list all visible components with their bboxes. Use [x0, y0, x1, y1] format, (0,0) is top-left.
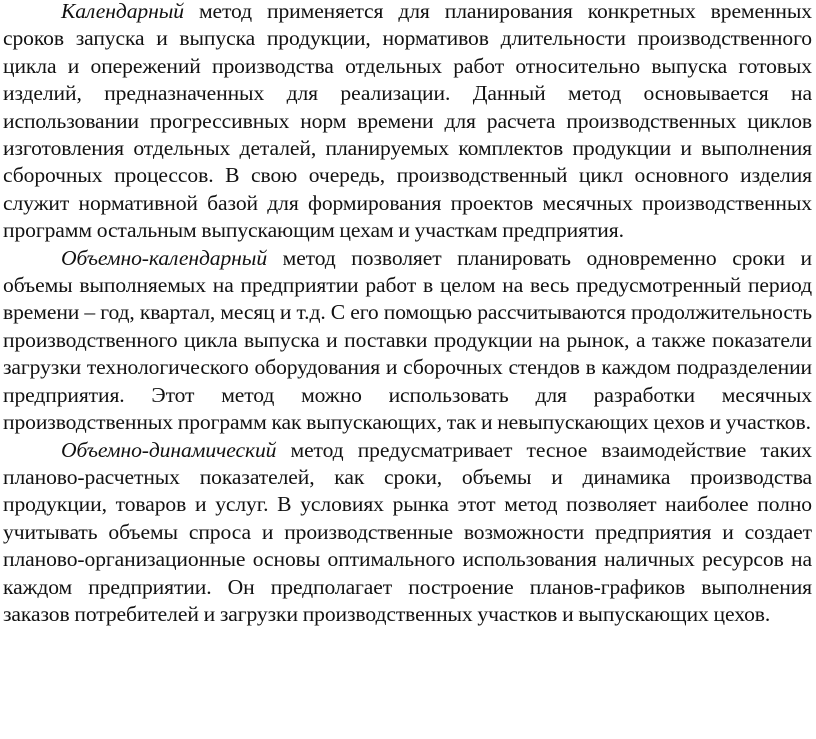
term-volume-dynamic-method: Объемно-динамический	[61, 437, 277, 462]
paragraph-text: метод позволяет планировать одновременно сроки и объемы выполняемых на предприятии работ в целом на весь предусмотренный период времени – год, квартал, месяц и т.д. С его помощью рассчитываются продолжительность производственного цикла выпуска и поставки продукции на рынок, а также показатели загрузки технологического оборудования и сборочных стендов в каждом подразделении предприятия. Этот метод можно использовать для разработки месячных производственных программ как выпускающих, так и невыпускающих цехов и участков.	[3, 245, 812, 435]
paragraph-text: метод предусматривает тесное взаимодействие таких планово-расчетных показателей, как сроки, объемы и динамика производства продукции, товаров и услуг. В условиях рынка этот метод позволяет наиболее полно учитывать объемы спроса и производственные возможности предприятия и создает планово-организационные основы оптимального использования наличных ресурсов на каждом предприятии. Он предполагает построение планов-графиков выполнения заказов потребителей и загрузки производственных участков и выпускающих цехов.	[3, 437, 812, 626]
paragraph-calendar-method	[3, 0, 812, 245]
paragraph-text: метод применяется для планирования конкретных временных сроков запуска и выпуска продукции, нормативов длительности производственного цикла и опережений производства отдельных работ относительно выпуска готовых изделий, предназначенных для реализации. Данный метод основывается на использовании прогрессивных норм времени для расчета производственных циклов изготовления отдельных деталей, планируемых комплектов продукции и выполнения сборочных процессов. В свою очередь, производственный цикл основного изделия служит нормативной базой для формирования проектов месячных производственных программ остальным выпускающим цехам и участкам предприятия.	[3, 0, 812, 243]
paragraph-volume-dynamic-method	[3, 437, 812, 629]
paragraph-volume-calendar-method	[3, 245, 812, 437]
term-volume-calendar-method: Объемно-календарный	[61, 245, 268, 270]
term-calendar-method: Календарный	[61, 0, 184, 23]
